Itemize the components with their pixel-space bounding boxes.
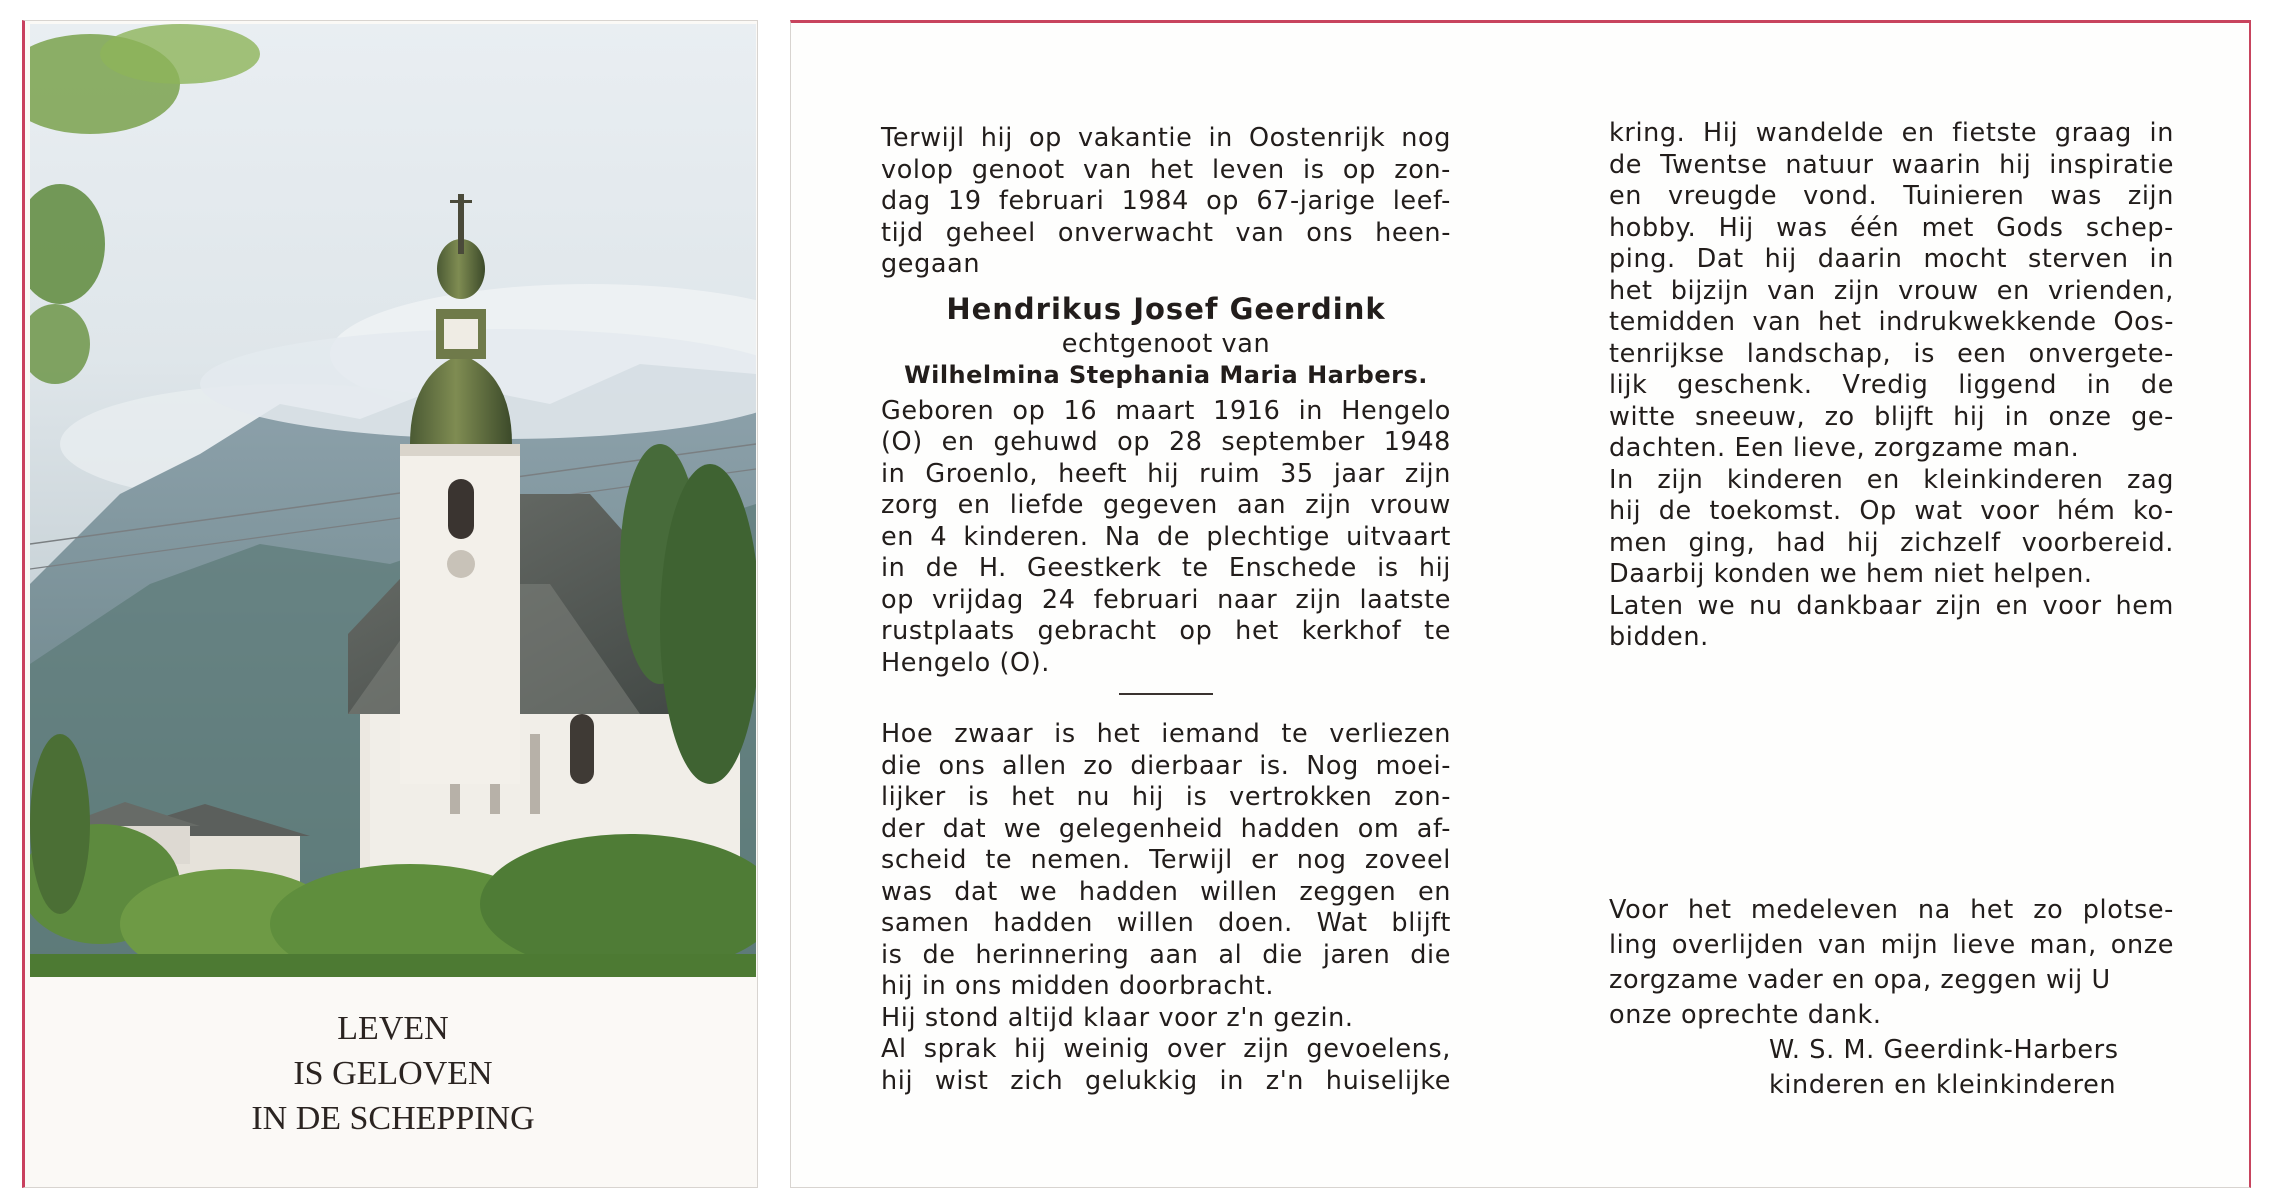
reflection-paragraph xyxy=(881,719,1451,1097)
text-column-left xyxy=(881,123,1451,1097)
text-line: bidden. xyxy=(1609,622,1709,652)
title-line-3: IN DE SCHEPPING xyxy=(251,1100,535,1137)
text-line: dachten. Een lieve, zorgzame man. xyxy=(1609,433,2080,463)
text-line: Hoe zwaar is het iemand te verliezen xyxy=(881,719,1451,749)
title-line-1: LEVEN xyxy=(337,1010,449,1047)
signature-name: W. S. M. Geerdink-Harbers xyxy=(1769,1035,2119,1065)
text-line: scheid te nemen. Terwijl er nog zoveel xyxy=(881,845,1451,875)
deceased-name: Hendrikus Josef Geerdink xyxy=(946,291,1386,326)
text-line: witte sneeuw, zo blijft hij in onze ge- xyxy=(1609,401,2174,432)
text-line: en vreugde vond. Tuinieren was zijn xyxy=(1609,181,2174,211)
text-line: zorg en liefde gegeven aan zijn vrouw xyxy=(881,490,1451,520)
memorial-card-front xyxy=(22,20,758,1188)
text-line: onze oprechte dank. xyxy=(1609,1000,1882,1030)
text-line: Terwijl hij op vakantie in Oostenrijk nog xyxy=(881,123,1451,153)
text-line: en 4 kinderen. Na de plechtige uitvaart xyxy=(881,521,1451,552)
text-line: die ons allen zo dierbaar is. Nog moei- xyxy=(881,750,1451,781)
text-line: Hij stond altijd klaar voor z'n gezin. xyxy=(881,1002,1354,1033)
text-line: op vrijdag 24 februari naar zijn laatste xyxy=(881,584,1451,615)
text-line: lijker is het nu hij is vertrokken zon- xyxy=(881,782,1451,812)
text-line: volop genoot van het leven is op zon- xyxy=(881,154,1451,185)
text-line: gegaan xyxy=(881,249,981,279)
text-line: Laten we nu dankbaar zijn en voor hem xyxy=(1609,590,2174,621)
text-line: was dat we hadden willen zeggen en xyxy=(881,876,1451,907)
text-line: Hengelo (O). xyxy=(881,647,1050,678)
text-line: ling overlijden van mijn lieve man, onze xyxy=(1609,930,2174,960)
spouse-intro: echtgenoot van xyxy=(1061,328,1271,359)
intro-paragraph xyxy=(881,123,1451,281)
text-line: het bijzijn van zijn vrouw en vrienden, xyxy=(1609,275,2174,306)
text-line: de Twentse natuur waarin hij inspiratie xyxy=(1609,149,2174,180)
biography-paragraph xyxy=(881,396,1451,680)
section-divider xyxy=(1119,693,1213,695)
text-line: in de H. Geestkerk te Enschede is hij xyxy=(881,553,1451,583)
text-column-right xyxy=(1609,118,2174,654)
text-line: Voor het medeleven na het zo plotse- xyxy=(1609,895,2174,925)
text-line: hij wist zich gelukkig in z'n huiselijke xyxy=(881,1065,1451,1096)
text-line: hij in ons midden doorbracht. xyxy=(881,971,1275,1001)
text-line: zorgzame vader en opa, zeggen wij U xyxy=(1609,965,2111,995)
text-line: hobby. Hij was één met Gods schep- xyxy=(1609,212,2174,243)
text-line: men ging, had hij zichzelf voorbereid. xyxy=(1609,527,2174,558)
thanks-note xyxy=(1609,893,2174,1103)
text-line: Geboren op 16 maart 1916 in Hengelo xyxy=(881,395,1451,426)
text-line: temidden van het indrukwekkende Oos- xyxy=(1609,307,2174,337)
text-line: lijk geschenk. Vredig liggend in de xyxy=(1609,370,2174,400)
text-line: in Groenlo, heeft hij ruim 35 jaar zijn xyxy=(881,458,1451,489)
text-line: (O) en gehuwd op 28 september 1948 xyxy=(881,427,1451,457)
text-line: is de herinnering aan al die jaren die xyxy=(881,939,1451,970)
church-photo xyxy=(30,24,756,977)
signature-family: kinderen en kleinkinderen xyxy=(1769,1070,2117,1100)
text-line: rustplaats gebracht op het kerkhof te xyxy=(881,616,1451,646)
text-line: ping. Dat hij daarin mocht sterven in xyxy=(1609,244,2174,274)
text-line: tijd geheel onverwacht van ons heen- xyxy=(881,217,1451,248)
text-line: Daarbij konden we hem niet helpen. xyxy=(1609,559,2093,589)
spouse-name: Wilhelmina Stephania Maria Harbers. xyxy=(904,361,1428,389)
text-line: tenrijkse landschap, is een onvergete- xyxy=(1609,338,2174,369)
text-line: hij de toekomst. Op wat voor hém ko- xyxy=(1609,496,2174,526)
card-title xyxy=(30,1006,756,1141)
text-line: samen hadden willen doen. Wat blijft xyxy=(881,908,1451,938)
text-line: dag 19 februari 1984 op 67-jarige leef- xyxy=(881,186,1451,216)
title-line-2: IS GELOVEN xyxy=(293,1055,493,1092)
text-line: In zijn kinderen en kleinkinderen zag xyxy=(1609,464,2174,495)
text-line: der dat we gelegenheid hadden om af- xyxy=(881,813,1451,844)
text-line: kring. Hij wandelde en fietste graag in xyxy=(1609,118,2174,148)
text-line: Al sprak hij weinig over zijn gevoelens, xyxy=(881,1034,1451,1064)
memorial-card-text xyxy=(790,20,2251,1188)
